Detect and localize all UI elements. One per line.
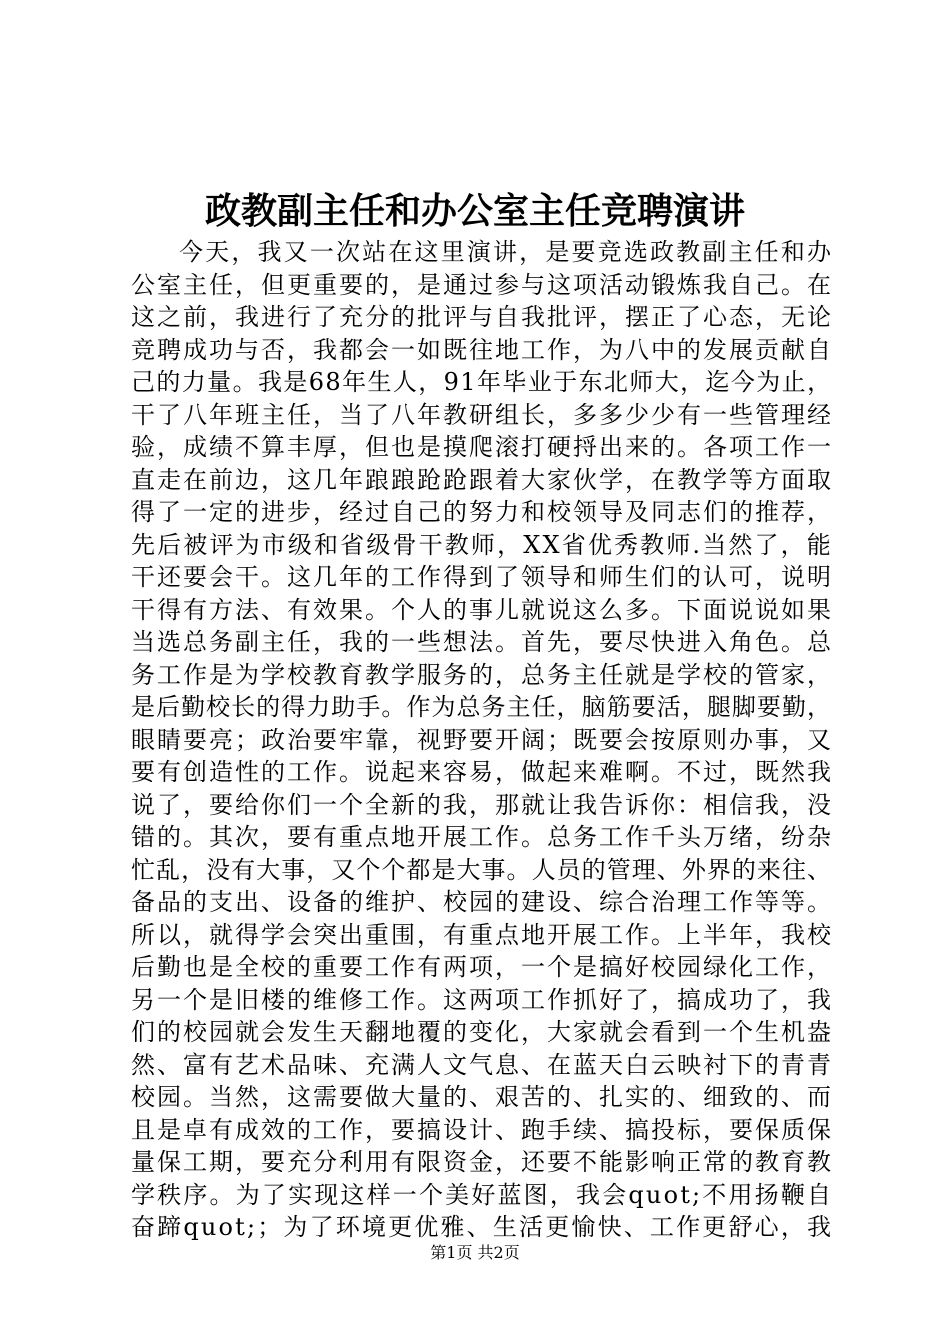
- body-line: 务工作是为学校教育教学服务的，总务主任就是学校的管家，: [131, 660, 833, 689]
- body-line: 所以，就得学会突出重围，有重点地开展工作。上半年，我校: [131, 920, 833, 949]
- body-line: 干得有方法、有效果。个人的事儿就说这么多。下面说说如果: [131, 595, 833, 624]
- body-line: 另一个是旧楼的维修工作。这两项工作抓好了，搞成功了，我: [131, 985, 833, 1014]
- body-line: 忙乱，没有大事，又个个都是大事。人员的管理、外界的来往、: [131, 855, 833, 884]
- body-line: 干还要会干。这几年的工作得到了领导和师生们的认可，说明: [131, 563, 833, 591]
- body-line: 奋蹄quot;；为了环境更优雅、生活更愉快、工作更舒心，我: [131, 1213, 834, 1241]
- body-line: 是后勤校长的得力助手。作为总务主任，脑筋要活，腿脚要勤，: [131, 693, 833, 721]
- body-line: 验，成绩不算丰厚，但也是摸爬滚打硬捋出来的。各项工作一: [131, 433, 833, 461]
- document-title: 政教副主任和办公室主任竞聘演讲: [204, 190, 745, 232]
- page-footer: 第1页 共2页: [430, 1243, 520, 1262]
- body-line: 且是卓有成效的工作，要搞设计、跑手续、搞投标，要保质保: [131, 1115, 833, 1144]
- document-body: [131, 236, 834, 1244]
- body-line: 说了，要给你们一个全新的我，那就让我告诉你：相信我，没: [131, 790, 833, 819]
- body-line: 公室主任，但更重要的，是通过参与这项活动锻炼我自己。在: [131, 270, 833, 299]
- body-line: 然、富有艺术品味、充满人文气息、在蓝天白云映衬下的青青: [131, 1050, 833, 1079]
- body-line: 眼睛要亮；政治要牢靠，视野要开阔；既要会按原则办事，又: [131, 725, 833, 754]
- body-line: 要有创造性的工作。说起来容易，做起来难啊。不过，既然我: [131, 758, 833, 786]
- body-line: 校园。当然，这需要做大量的、艰苦的、扎实的、细致的、而: [131, 1083, 833, 1111]
- body-line: 己的力量。我是68年生人，91年毕业于东北师大，迄今为止，: [131, 368, 833, 396]
- body-line: 先后被评为市级和省级骨干教师，XX省优秀教师.当然了，能: [131, 530, 833, 559]
- body-line: 学秩序。为了实现这样一个美好蓝图，我会quot;不用扬鞭自: [131, 1180, 834, 1209]
- body-line: 量保工期，要充分利用有限资金，还要不能影响正常的教育教: [131, 1148, 833, 1176]
- body-line: 后勤也是全校的重要工作有两项，一个是搞好校园绿化工作，: [131, 953, 833, 981]
- body-line: 这之前，我进行了充分的批评与自我批评，摆正了心态，无论: [131, 303, 833, 331]
- body-line: 当选总务副主任，我的一些想法。首先，要尽快进入角色。总: [131, 628, 833, 656]
- body-line: 得了一定的进步，经过自己的努力和校领导及同志们的推荐，: [131, 498, 833, 526]
- body-line: 们的校园就会发生天翻地覆的变化，大家就会看到一个生机盎: [131, 1018, 833, 1046]
- body-line: 错的。其次，要有重点地开展工作。总务工作千头万绪，纷杂: [131, 823, 833, 851]
- body-line: 备品的支出、设备的维护、校园的建设、综合治理工作等等。: [131, 888, 833, 916]
- body-line: 直走在前边，这几年踉踉跄跄跟着大家伙学，在教学等方面取: [131, 465, 833, 494]
- body-line: 今天，我又一次站在这里演讲，是要竞选政教副主任和办: [179, 238, 834, 266]
- body-line: 竞聘成功与否，我都会一如既往地工作，为八中的发展贡献自: [131, 335, 833, 364]
- body-line: 干了八年班主任，当了八年教研组长，多多少少有一些管理经: [131, 400, 833, 429]
